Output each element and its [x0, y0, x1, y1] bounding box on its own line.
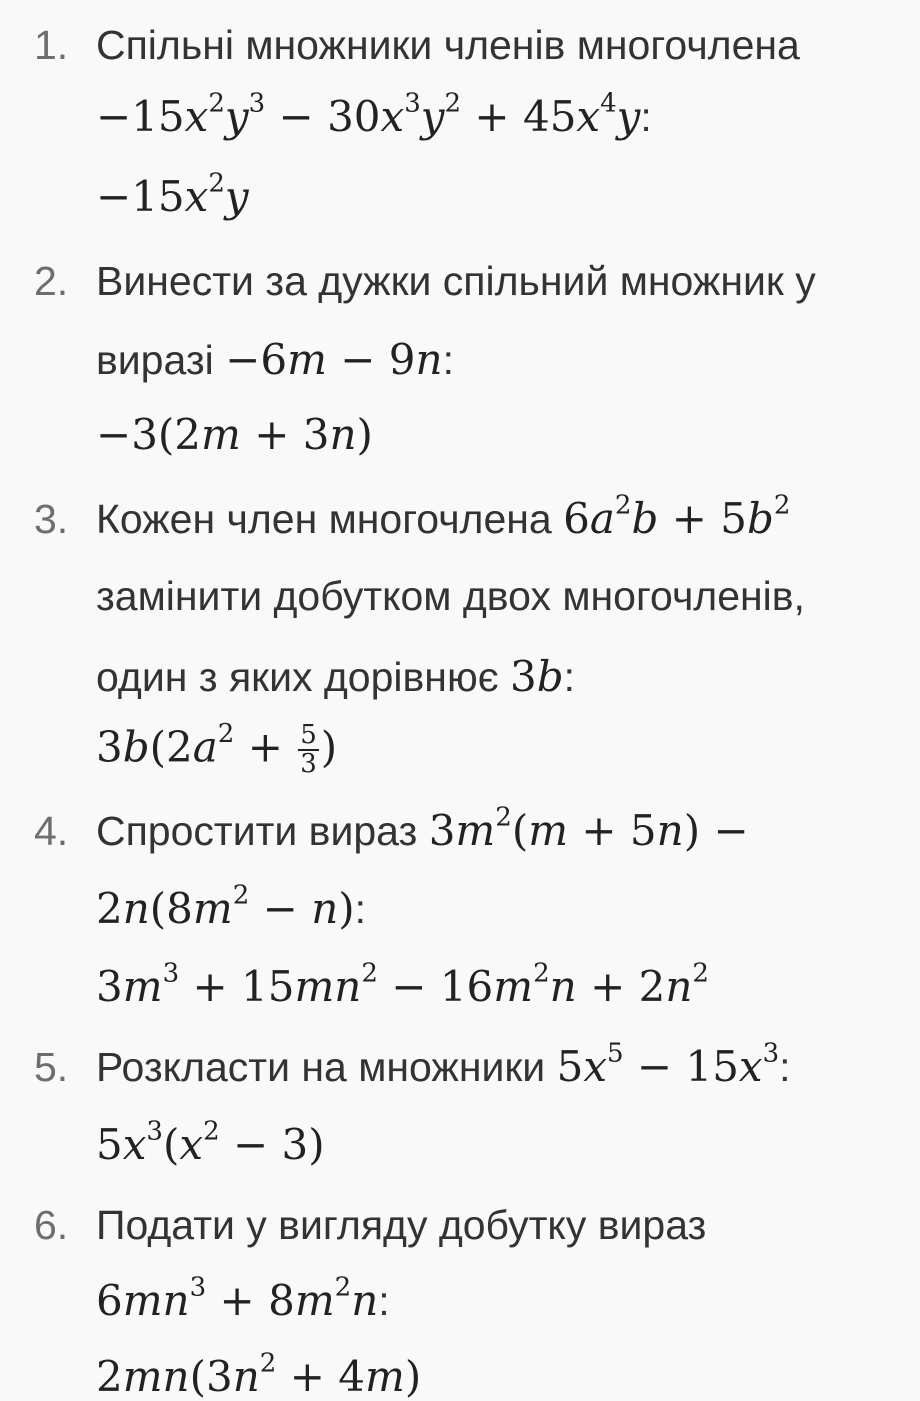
item-number: 1. [34, 22, 69, 68]
item-line: Винести за дужки спільний множник у [96, 258, 816, 304]
item-line: Спільні множники членів многочлена [96, 22, 800, 68]
item-line: $3m^3 + 15mn^2 - 16m^2n + 2n^2$ [96, 958, 709, 1011]
item-line: виразі −6m − 9n: [96, 335, 454, 384]
item-number: 5. [34, 1044, 69, 1090]
item-line: один з яких дорівнює 3b: [96, 652, 576, 701]
item-number: 6. [34, 1202, 69, 1248]
item-line: замінити добутком двох многочленів, [96, 573, 805, 619]
item-line: $-15x^2y^3 - 30x^3y^2 + 45x^4y$: [96, 88, 652, 141]
fraction: $\frac{5}{3}$ [300, 720, 317, 780]
item-line: Подати у вигляду добутку вираз [96, 1202, 707, 1248]
item-line: −3(2m + 3n) [96, 410, 373, 459]
item-line: Розкласти на множники $5x^5 - 15x^3$: [96, 1038, 791, 1091]
item-number: 4. [34, 808, 69, 854]
item-line: Спростити вираз $3m^2(m + 5n)$ − [96, 802, 749, 855]
item-line: $6mn^3 + 8m^2n$: [96, 1272, 390, 1325]
item-number: 2. [34, 258, 69, 304]
item-number: 3. [34, 496, 69, 542]
item-line: $5x^3(x^2 - 3)$ [96, 1116, 325, 1169]
item-line: $2mn(3n^2 + 4m)$ [96, 1348, 422, 1401]
item-line: $-15x^2y$ [96, 168, 249, 221]
item-line: $3b(2a^2$ + $\frac{5}{3}$ ) [96, 718, 338, 780]
item-line: $2n(8m^2 - n)$: [96, 880, 367, 933]
item-line: Кожен член многочлена $6a^2b + 5b^2$ [96, 490, 791, 543]
